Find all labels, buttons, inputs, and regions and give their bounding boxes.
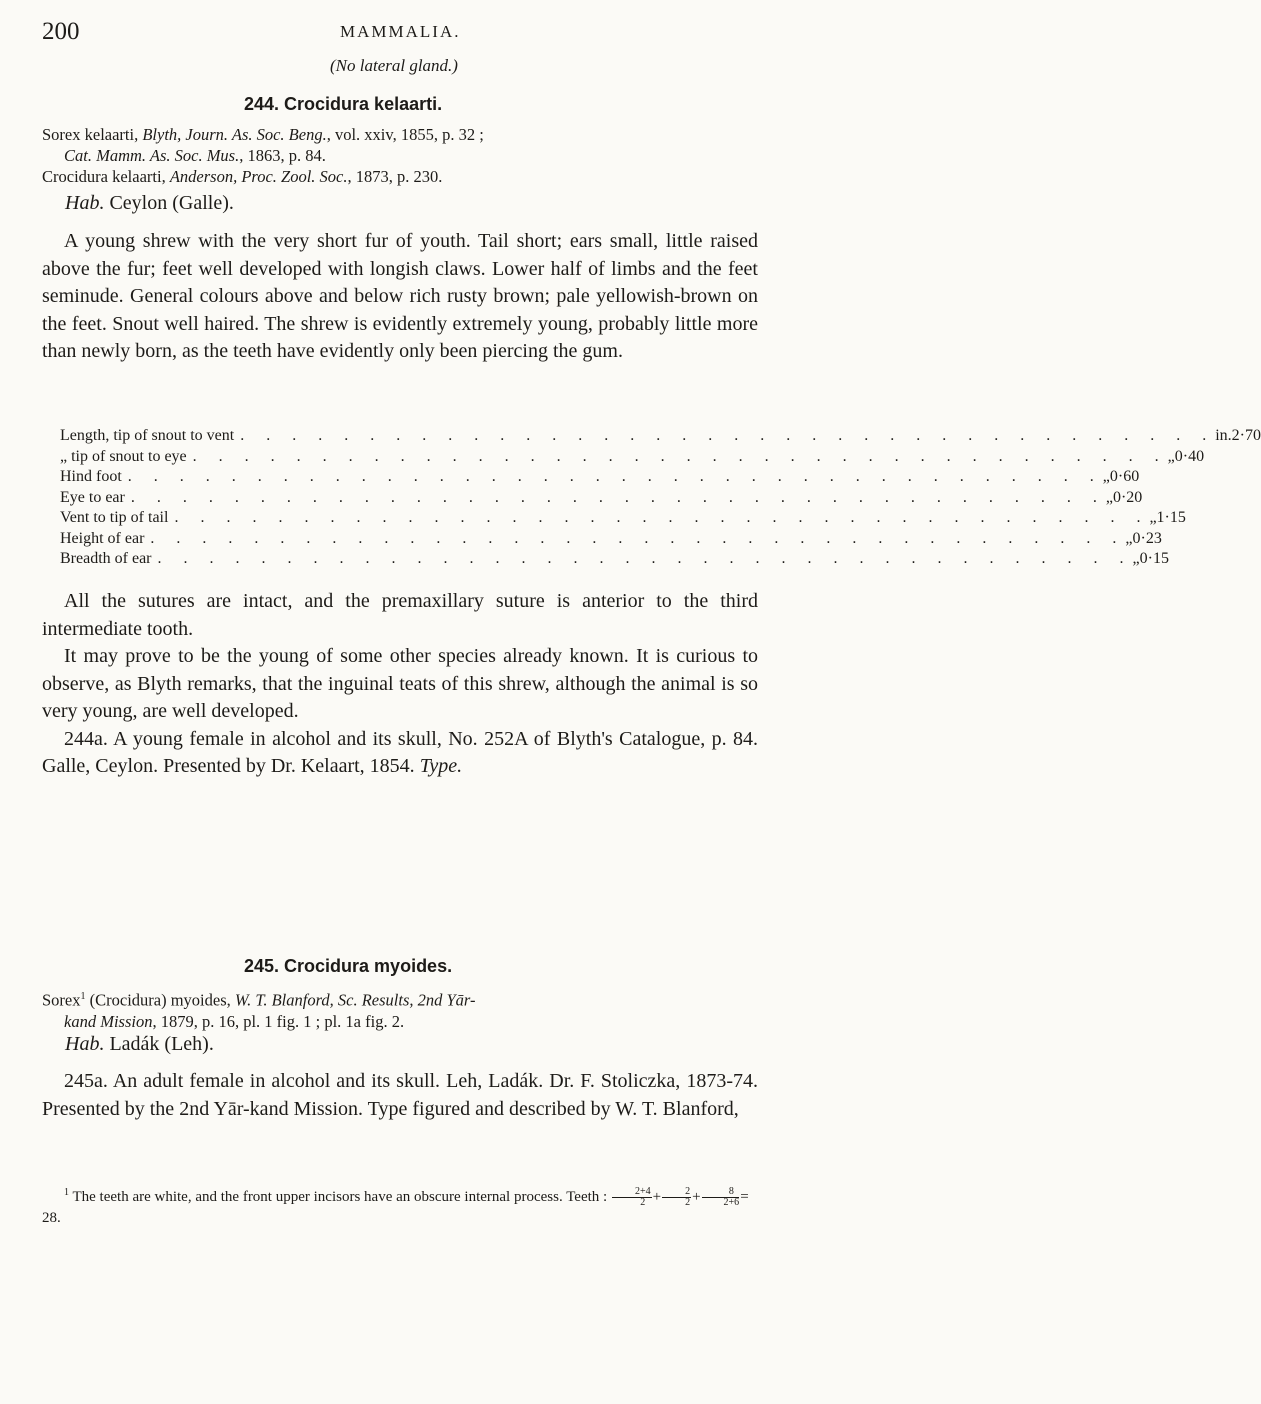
dot-leader: . . . . . . . . . . . . . . . . . . . . . . . . . . . . . . . . . . . . . . <box>174 509 1150 526</box>
synonym-line: Cat. Mamm. As. Soc. Mus., 1863, p. 84. <box>64 146 326 165</box>
description-paragraph: A young shrew with the very short fur of youth. Tail short; ears small, little raised above the fur; feet well developed with longish claws. Lower half of limbs and the feet seminude. General colours above and below rich rusty brown; pale yellowish-brown on the feet. Snout well haired. The shrew is evidently extremely young, probably little more than newly born, as the teeth have evidently only been piercing the gum. <box>42 230 758 362</box>
footnote-marker: 1 <box>64 1187 69 1198</box>
measurement-value: 0·60 <box>1109 468 1140 485</box>
measurement-row <box>60 549 1169 570</box>
dot-leader: . . . . . . . . . . . . . . . . . . . . . . . . . . . . . . . . . . . . . . <box>130 488 1106 506</box>
measurement-label: Eye to ear <box>60 488 125 506</box>
measurement-label: Height of ear <box>60 529 145 547</box>
footnote: $^1$ The teeth are white, and the front upper incisors have an obscure internal process. Teeth : $\frac{2+4}{2}$ + $\frac{2}{2}$ + $\frac{8}{2+6}$ = 28. <box>42 1186 749 1227</box>
running-title: MAMMALIA. <box>340 22 461 41</box>
dot-leader: . . . . . . . . . . . . . . . . . . . . . . . . . . . . . . . . . . . . . . <box>127 468 1103 485</box>
measurement-row <box>60 508 1186 529</box>
measurement-row <box>60 447 1205 468</box>
measurement-unit: „ <box>1167 447 1175 465</box>
habitat-245: Hab. Ladák (Leh). <box>65 1033 214 1055</box>
measurement-row <box>60 529 1162 550</box>
measurement-label: „ tip of snout to eye <box>60 447 187 465</box>
measurement-unit: „ <box>1125 529 1133 547</box>
species-heading-244: 244. Crocidura kelaarti. <box>244 94 443 114</box>
measurement-unit: „ <box>1132 550 1140 567</box>
measurement-value: 0·20 <box>1112 488 1143 506</box>
footnote-ref: 1 <box>80 991 86 1002</box>
fraction: $\frac{2+4}{2}$ <box>612 1187 652 1208</box>
synonym-line: Crocidura kelaarti, Anderson, Proc. Zool. Soc., 1873, p. 230. <box>42 167 443 186</box>
habitat-244: Hab. Ceylon (Galle). <box>65 192 234 214</box>
synonymy-245 <box>42 986 758 1032</box>
measurement-label: Vent to tip of tail <box>60 509 169 526</box>
remarks-paragraph: It may prove to be the young of some other species already known. It is curious to observe, as Blyth remarks, that the inguinal teats of this shrew, although the animal is so very young, are well developed. <box>42 645 758 722</box>
description-244 <box>42 228 758 366</box>
species-heading-245: 245. Crocidura myoides. <box>244 956 453 976</box>
measurement-value: 0·23 <box>1132 529 1162 547</box>
measurement-unit: „ <box>1149 509 1157 526</box>
measurement-label: Breadth of ear <box>60 550 152 567</box>
synonym-line: kand Mission, 1879, p. 16, pl. 1 fig. 1 ; pl. 1a fig. 2. <box>64 1011 405 1031</box>
synonym-line: Sorex kelaarti, Blyth, Journ. As. Soc. Beng., vol. xxiv, 1855, p. 32 ; <box>42 125 484 144</box>
measurement-label: Length, tip of snout to vent <box>60 427 235 444</box>
fraction: $\frac{8}{2+6}$ <box>702 1187 740 1208</box>
specimen-245a: 245a. An adult female in alcohol and its skull. Leh, Ladák. Dr. F. Stoliczka, 1873-74. Presented by the 2nd Yār-kand Mission. Type figured and described by W. T. Blanford, <box>42 1070 758 1120</box>
measurement-value: 2·70 <box>1231 427 1261 444</box>
fraction: $\frac{2}{2}$ <box>662 1187 691 1208</box>
specimen-244a: 244a. A young female in alcohol and its skull, No. 252A of Blyth's Catalogue, p. 84. Galle, Ceylon. Presented by Dr. Kelaart, 1854. Type. <box>42 727 758 777</box>
dot-leader: . . . . . . . . . . . . . . . . . . . . . . . . . . . . . . . . . . . . . . <box>150 529 1126 547</box>
dot-leader: . . . . . . . . . . . . . . . . . . . . . . . . . . . . . . . . . . . . . . <box>192 447 1168 465</box>
measurement-label: Hind foot <box>60 468 122 485</box>
measurement-unit: „ <box>1105 488 1113 506</box>
sutures-paragraph: All the sutures are intact, and the premaxillary suture is anterior to the third intermediate tooth. <box>42 590 758 640</box>
page-number: 200 <box>42 18 80 45</box>
measurement-value: 0·40 <box>1174 447 1205 465</box>
measurement-unit: in. <box>1215 427 1232 444</box>
synonymy-244 <box>42 124 758 187</box>
notes-244 <box>42 588 758 781</box>
measurement-row <box>60 467 1140 488</box>
measurements-table <box>60 426 1261 570</box>
dot-leader: . . . . . . . . . . . . . . . . . . . . . . . . . . . . . . . . . . . . . . <box>240 427 1216 444</box>
measurement-value: 1·15 <box>1156 509 1186 526</box>
synonym-line: Sorex$^1$ (Crocidura) myoides, W. T. Blanford, Sc. Results, 2nd Yār- <box>42 990 476 1010</box>
measurement-row <box>60 488 1143 509</box>
dot-leader: . . . . . . . . . . . . . . . . . . . . . . . . . . . . . . . . . . . . . . <box>157 550 1133 567</box>
notes-245 <box>42 1068 758 1123</box>
measurement-unit: „ <box>1102 468 1110 485</box>
measurement-value: 0·15 <box>1139 550 1169 567</box>
measurement-row <box>60 426 1261 447</box>
section-caption: (No lateral gland.) <box>330 56 458 75</box>
